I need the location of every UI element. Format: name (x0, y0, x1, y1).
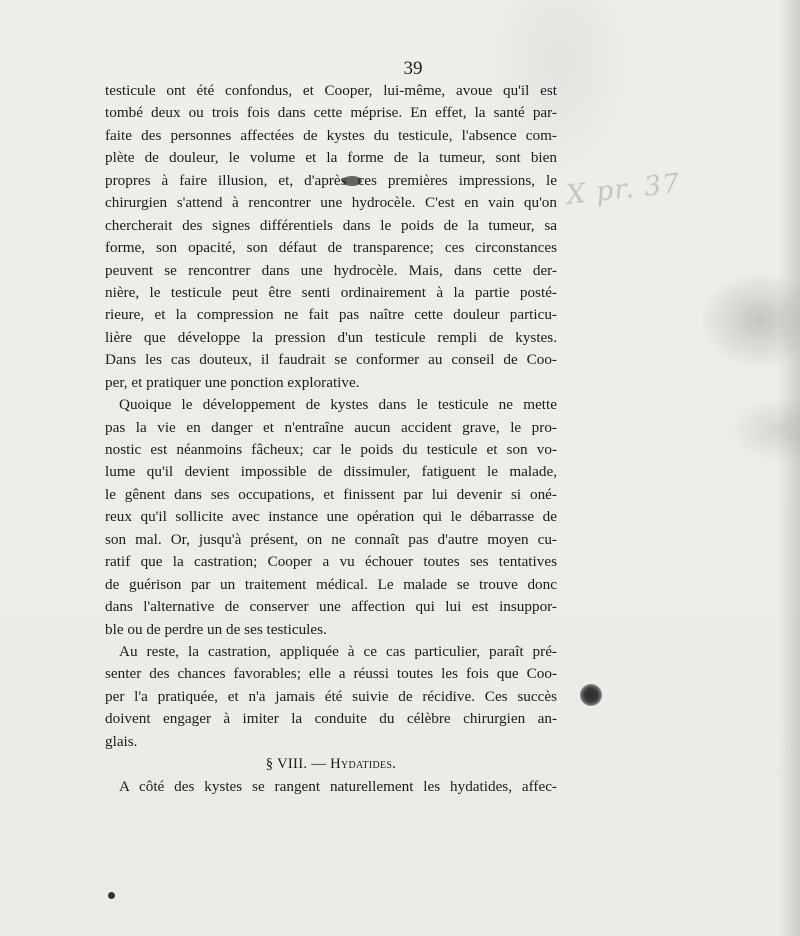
text-line: reux qu'il sollicite avec instance une opération qui le débarrasse de (105, 508, 557, 526)
body-text (105, 80, 557, 798)
text-line: tombé deux ou trois fois dans cette méprise. En effet, la santé par- (105, 104, 557, 122)
text-line: Au reste, la castration, appliquée à ce cas particulier, paraît pré- (119, 642, 557, 660)
text-line: nostic est néanmoins fâcheux; car le poids du testicule et son vo- (105, 441, 557, 458)
text-line: Dans les cas douteux, il faudrait se conformer au conseil de Coo- (105, 351, 557, 369)
text-line: pas la vie en danger et n'entraîne aucun accident grave, le pro- (105, 418, 557, 436)
page-number: 39 (403, 58, 423, 79)
text-line: lière que développe la pression d'un testicule rempli de kystes. (105, 328, 557, 346)
text-line: per l'a pratiquée, et n'a jamais été suivie de récidive. Ces succès (105, 687, 557, 705)
text-line: dans l'alternative de conserver une affection qui lui est insuppor- (105, 598, 557, 616)
text-line: A côté des kystes se rangent naturellement les hydatides, affec- (119, 777, 557, 795)
text-line: nière, le testicule peut être senti ordinairement à la partie posté- (105, 283, 557, 301)
text-line: chercherait des signes différentiels dans le poids de la tumeur, sa (105, 216, 557, 234)
text-line: plète de douleur, le volume et la forme de la tumeur, sont bien (105, 149, 557, 167)
section-heading (105, 753, 557, 775)
text-line: lume qu'il devient impossible de dissimuler, fatiguent le malade, (105, 463, 557, 481)
text-line: le gênent dans ses occupations, et finissent par lui devenir si oné- (105, 485, 557, 503)
text-line: son mal. Or, jusqu'à présent, on ne connaît pas d'autre moyen cu- (105, 530, 557, 548)
text-line: testicule ont été confondus, et Cooper, lui-même, avoue qu'il est (105, 82, 557, 99)
text-line: faite des personnes affectées de kystes du testicule, l'absence com- (105, 126, 557, 144)
text-line: chirurgien s'attend à rencontrer une hydrocèle. C'est en vain qu'on (105, 194, 557, 212)
text-line: ble ou de perdre un de ses testicules. (105, 620, 327, 638)
text-line: doivent engager à imiter la conduite du célèbre chirurgien an- (105, 710, 557, 728)
section-heading-prefix: § VIII. — (265, 756, 331, 773)
margin-note-annotation: X pr. 37 (564, 168, 682, 211)
text-line: propres à faire illusion, et, d'après ces premières impressions, le (105, 171, 557, 189)
text-line: forme, son opacité, son défaut de transparence; ces circonstances (105, 239, 557, 257)
text-line: per, et pratiquer une ponction explorative. (105, 373, 360, 391)
page-edge-shadow (778, 0, 800, 936)
text-line: Quoique le développement de kystes dans le testicule ne mette (119, 396, 557, 414)
ink-dot (108, 892, 115, 899)
section-heading-title: Hydatides. (330, 756, 397, 773)
ink-blot (580, 684, 602, 706)
text-line: peuvent se rencontrer dans une hydrocèle. Mais, dans cette der- (105, 261, 557, 279)
text-line: glais. (105, 732, 138, 750)
text-line: rieure, et la compression ne fait pas naître cette douleur particu- (105, 306, 557, 324)
text-line: de guérison par un traitement médical. Le malade se trouve donc (105, 575, 557, 593)
text-line: ratif que la castration; Cooper a vu échouer toutes ses tentatives (105, 553, 557, 571)
text-line: senter des chances favorables; elle a réussi toutes les fois que Coo- (105, 665, 557, 683)
